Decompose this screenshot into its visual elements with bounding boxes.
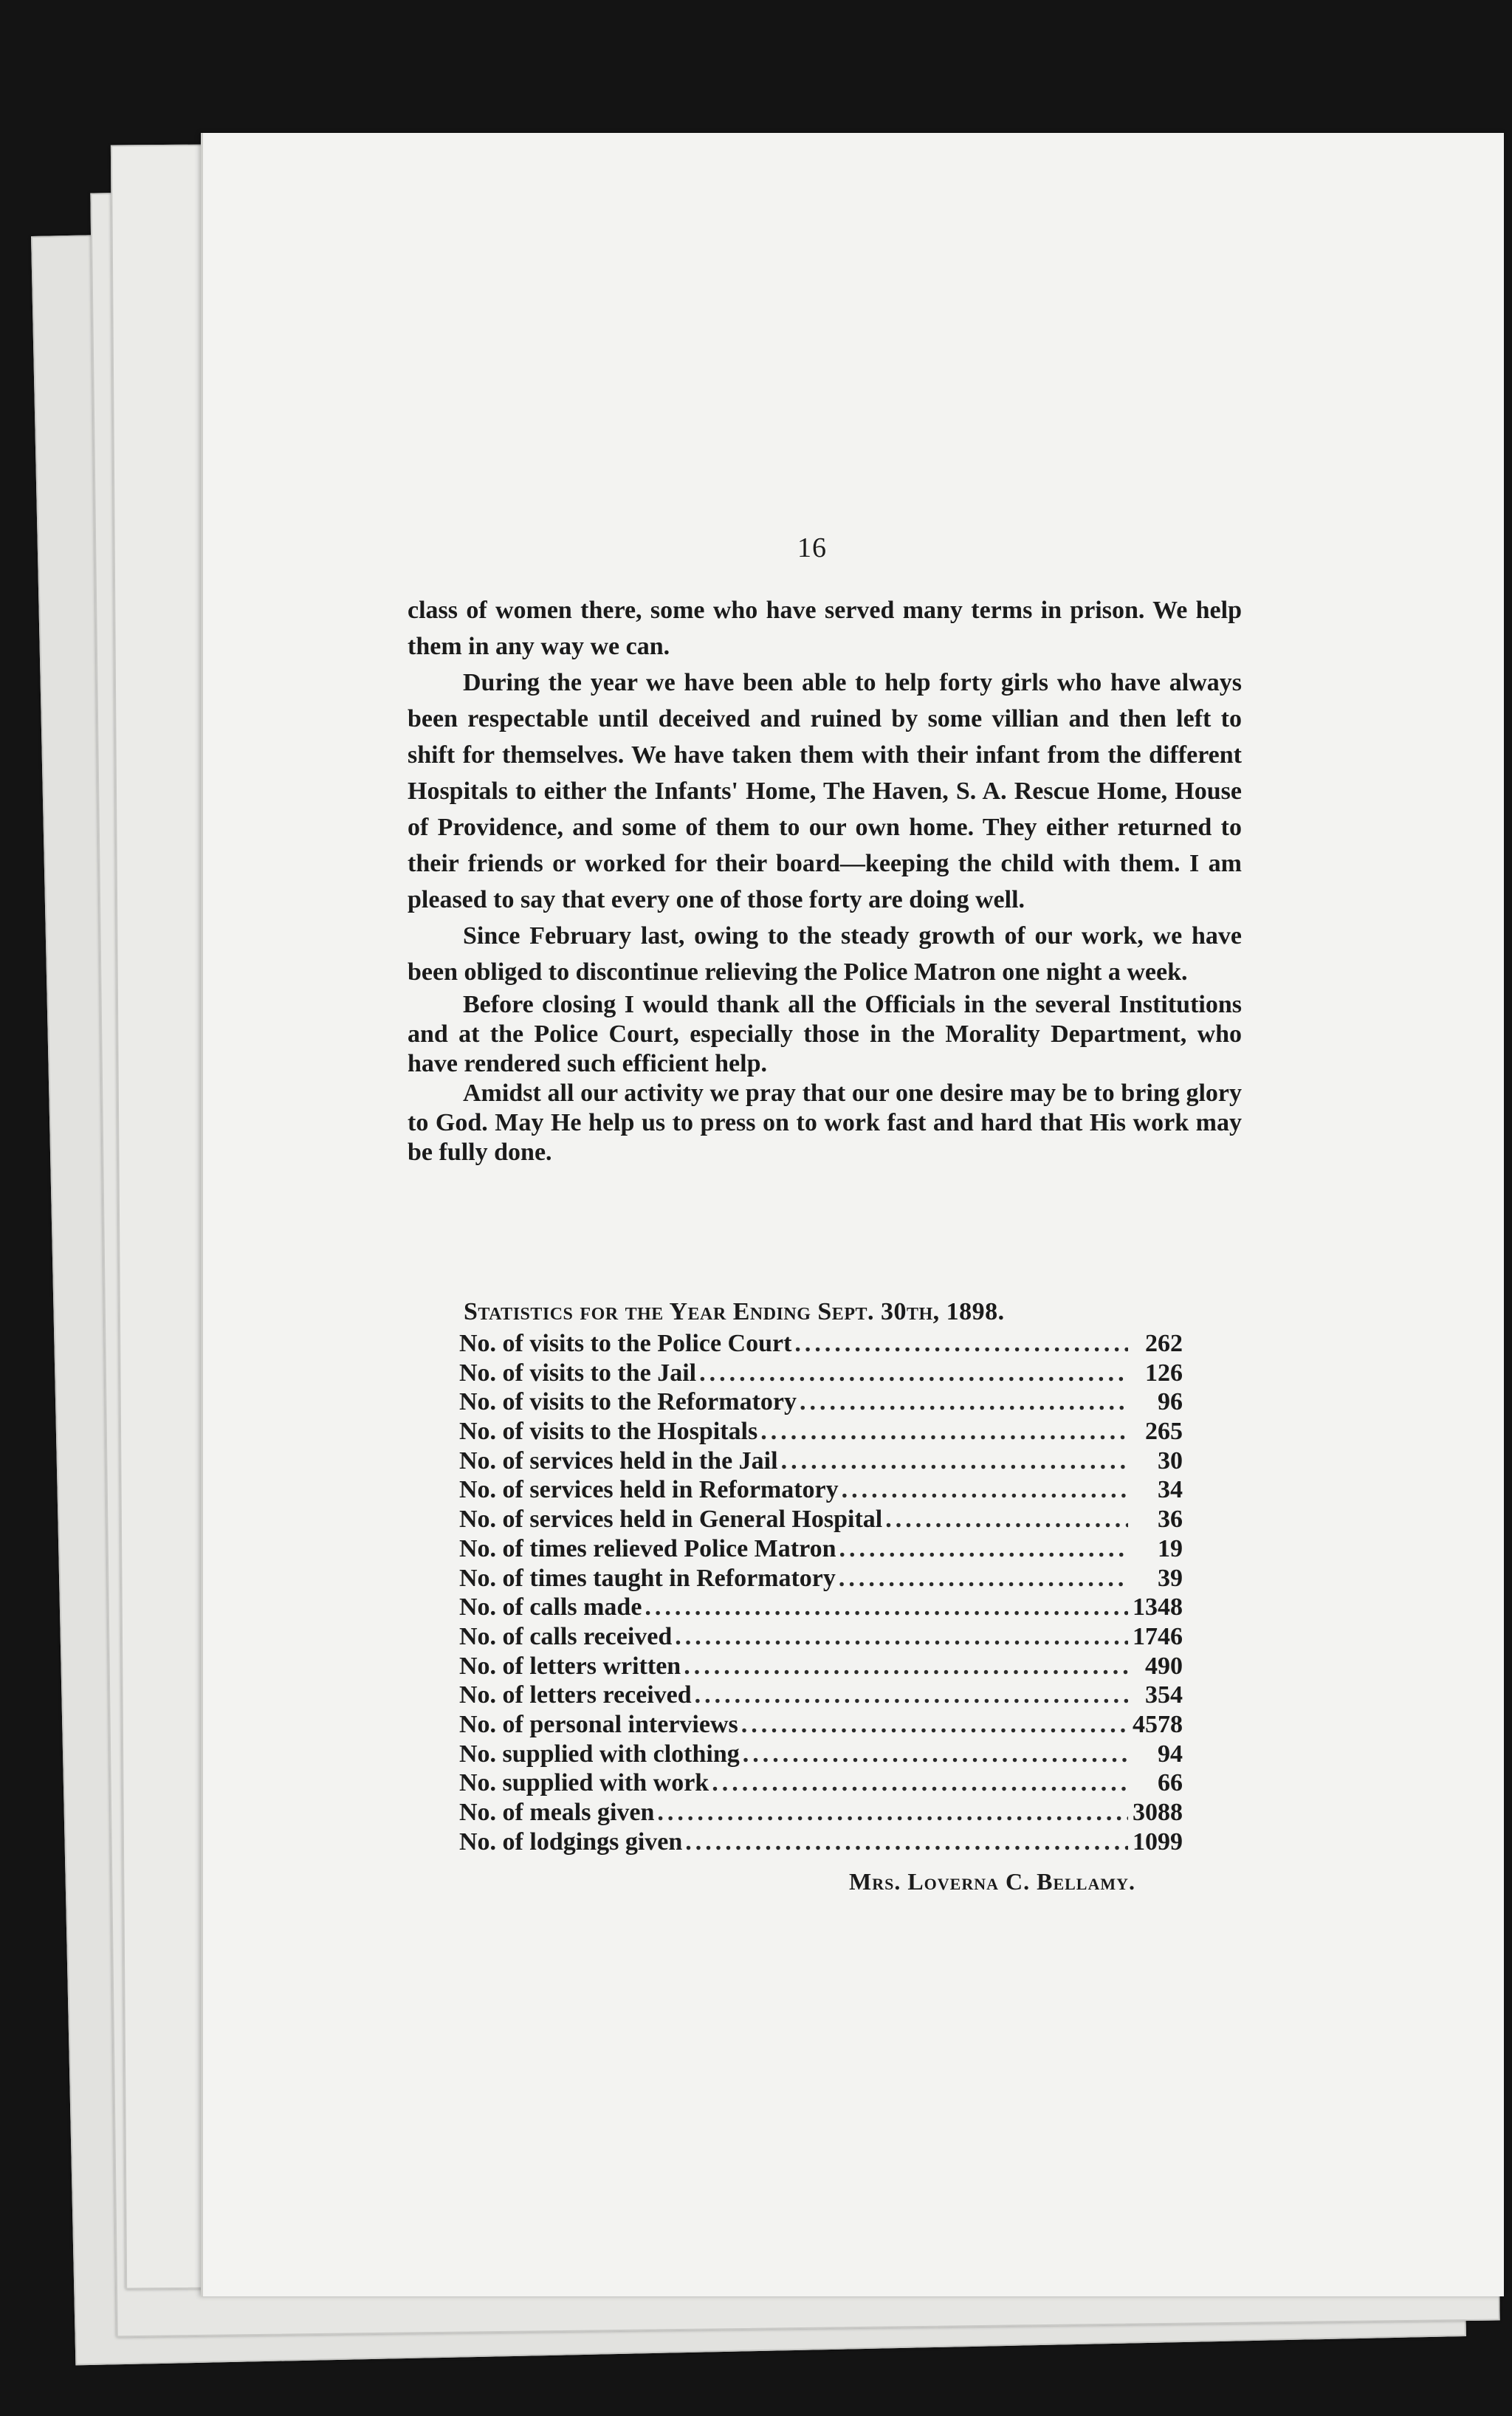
stat-label: No. of services held in the Jail xyxy=(459,1446,778,1475)
stat-value: 1099 xyxy=(1133,1828,1183,1856)
dot-leader xyxy=(760,1417,1128,1446)
stat-value: 265 xyxy=(1145,1418,1183,1446)
stat-value: 94 xyxy=(1158,1740,1183,1768)
stat-value: 96 xyxy=(1158,1388,1183,1416)
dot-leader xyxy=(839,1534,1128,1564)
stat-row xyxy=(459,1622,1183,1652)
stat-row xyxy=(459,1681,1183,1710)
stat-row xyxy=(459,1475,1183,1505)
stat-value: 66 xyxy=(1158,1769,1183,1797)
dot-leader xyxy=(684,1652,1128,1681)
stat-label: No. supplied with work xyxy=(459,1769,709,1797)
stat-row xyxy=(459,1798,1183,1828)
dot-leader xyxy=(685,1828,1128,1857)
stat-label: No. of visits to the Police Court xyxy=(459,1330,792,1357)
stat-label: No. of letters received xyxy=(459,1681,692,1709)
stat-row xyxy=(459,1768,1183,1798)
dot-leader xyxy=(712,1768,1128,1798)
stat-label: No. of times relieved Police Matron xyxy=(459,1534,836,1562)
dot-leader xyxy=(699,1359,1128,1388)
stat-value: 34 xyxy=(1158,1476,1183,1504)
stat-label: No. of times taught in Reformatory xyxy=(459,1564,836,1592)
stat-value: 262 xyxy=(1145,1330,1183,1357)
stat-label: No. of calls received xyxy=(459,1622,673,1650)
dot-leader xyxy=(743,1740,1128,1769)
stat-label: No. of meals given xyxy=(459,1799,655,1826)
stat-value: 1746 xyxy=(1133,1622,1183,1650)
statistics-list xyxy=(459,1329,1183,1856)
stat-row xyxy=(459,1329,1183,1359)
dot-leader xyxy=(794,1329,1128,1359)
stat-value: 354 xyxy=(1145,1681,1183,1709)
stat-value: 1348 xyxy=(1133,1593,1183,1621)
dot-leader xyxy=(657,1798,1128,1828)
stat-row xyxy=(459,1828,1183,1857)
dot-leader xyxy=(885,1505,1128,1534)
dot-leader xyxy=(675,1622,1128,1652)
dot-leader xyxy=(695,1681,1128,1710)
stat-value: 39 xyxy=(1158,1564,1183,1592)
dot-leader xyxy=(781,1446,1128,1476)
document-page xyxy=(201,133,1504,2296)
stat-label: No. of visits to the Reformatory xyxy=(459,1388,797,1416)
stat-label: No. of lodgings given xyxy=(459,1828,683,1856)
paragraph: During the year we have been able to help forty girls who have always been respectable until deceived and ruined by some villian and then left to shift for themselves. We have taken them with their infant from the different Hospitals to either the Infants' Home, The Haven, S. A. Rescue Home, House of Providence, and some of them to our own home. They either returned to their friends or worked for their board—keeping the child with them. I am pleased to say that every one of those forty are doing well. xyxy=(408,669,1242,913)
paragraph: Before closing I would thank all the Officials in the several Institutions and at the Police Court, especially those in the Morality Department, who have rendered such efficient help. xyxy=(408,991,1242,1077)
stat-row xyxy=(459,1446,1183,1476)
stat-label: No. of services held in Reformatory xyxy=(459,1476,839,1504)
dot-leader xyxy=(741,1710,1128,1740)
stat-value: 490 xyxy=(1145,1652,1183,1680)
stat-value: 4578 xyxy=(1133,1710,1183,1738)
stat-row xyxy=(459,1505,1183,1534)
stat-label: No. of visits to the Jail xyxy=(459,1359,697,1387)
stat-row xyxy=(459,1359,1183,1388)
stat-value: 3088 xyxy=(1133,1799,1183,1826)
stat-row xyxy=(459,1417,1183,1446)
stat-row xyxy=(459,1652,1183,1681)
dot-leader xyxy=(645,1593,1128,1622)
stat-value: 126 xyxy=(1145,1359,1183,1387)
stat-row xyxy=(459,1534,1183,1564)
stat-value: 19 xyxy=(1158,1534,1183,1562)
stat-value: 30 xyxy=(1158,1446,1183,1475)
stat-label: No. of visits to the Hospitals xyxy=(459,1418,758,1446)
signature: Mrs. Loverna C. Bellamy. xyxy=(849,1868,1136,1895)
paragraph: Amidst all our activity we pray that our one desire may be to bring glory to God. May He help us to press on to work fast and hard that His work may be fully done. xyxy=(408,1080,1242,1166)
stat-row xyxy=(459,1740,1183,1769)
stat-label: No. supplied with clothing xyxy=(459,1740,740,1768)
stat-row xyxy=(459,1593,1183,1622)
stat-label: No. of calls made xyxy=(459,1593,642,1621)
stat-row xyxy=(459,1564,1183,1593)
dot-leader xyxy=(839,1564,1128,1593)
stat-row xyxy=(459,1710,1183,1740)
stat-row xyxy=(459,1387,1183,1417)
stat-label: No. of personal interviews xyxy=(459,1710,738,1738)
page-number: 16 xyxy=(797,532,827,563)
stat-label: No. of letters written xyxy=(459,1652,681,1680)
body-text xyxy=(408,592,1242,1167)
dot-leader xyxy=(800,1387,1128,1417)
stat-label: No. of services held in General Hospital xyxy=(459,1506,883,1534)
statistics-title: Statistics for the Year Ending Sept. 30th, 1898. xyxy=(464,1298,1005,1325)
dot-leader xyxy=(842,1475,1128,1505)
paragraph: Since February last, owing to the steady growth of our work, we have been obliged to discontinue relieving the Police Matron one night a week. xyxy=(408,922,1242,986)
stat-value: 36 xyxy=(1158,1506,1183,1534)
paragraph: class of women there, some who have served many terms in prison. We help them in any way we can. xyxy=(408,597,1242,660)
